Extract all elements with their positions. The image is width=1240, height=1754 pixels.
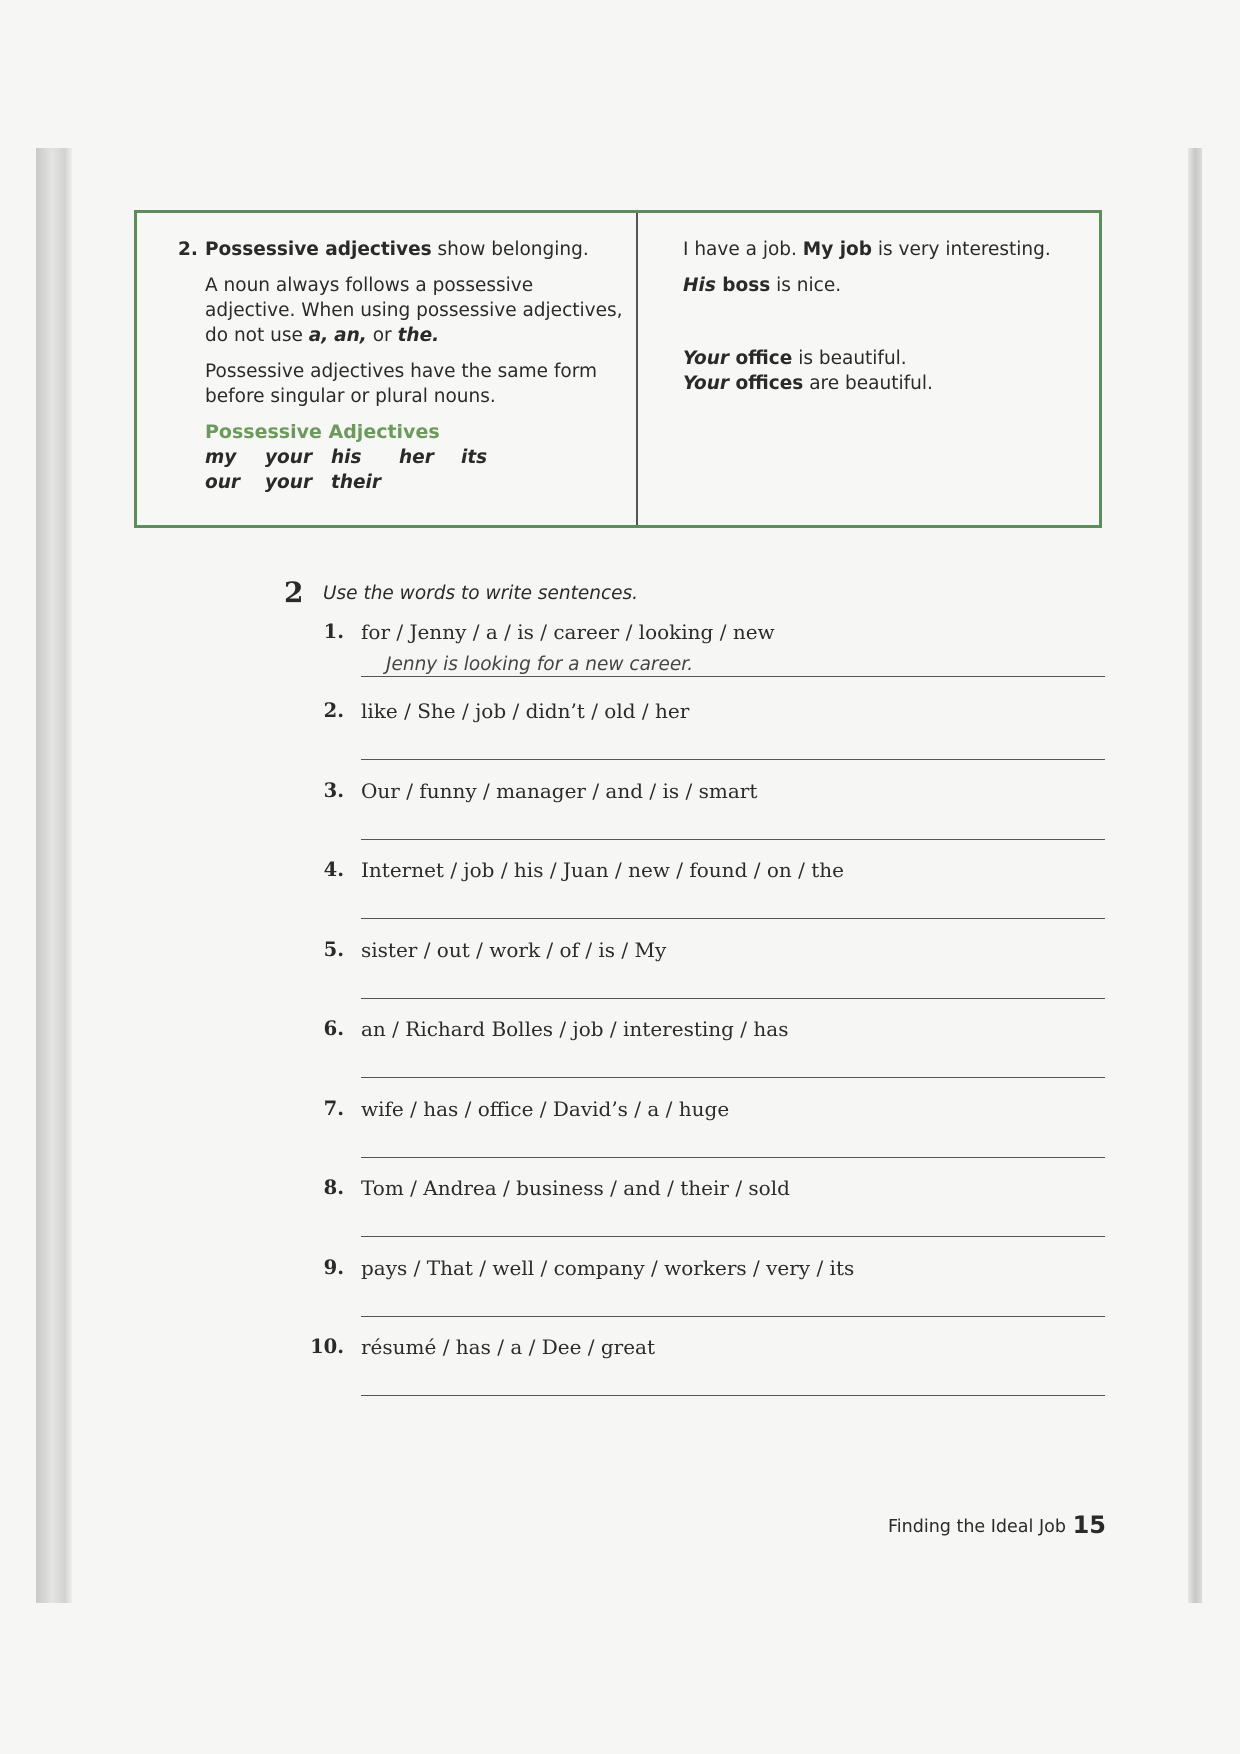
item-number: 7. [323, 1097, 344, 1120]
adjective-row-2 [205, 470, 618, 495]
page-gutter-shadow-right [1188, 148, 1202, 1603]
example-4-post: are beautiful. [803, 373, 933, 394]
example-3 [683, 346, 1083, 371]
note-same-form [178, 359, 618, 409]
item-number: 5. [323, 938, 344, 961]
possessive-adjectives-subheading: Possessive Adjectives [205, 421, 440, 443]
item-number: 9. [323, 1256, 344, 1279]
chapter-title: Finding the Ideal Job [888, 1517, 1066, 1537]
answer-line[interactable] [361, 1077, 1105, 1078]
example-1-post: is very interesting. [872, 239, 1051, 260]
example-1-bold: My job [802, 239, 873, 260]
item-prompt: sister / out / work / of / is / My [361, 938, 667, 962]
note1-or: or [372, 325, 392, 346]
note2-line1: Possessive adjectives have the same form [205, 361, 598, 382]
article-an: an, [334, 325, 367, 346]
item-number: 6. [323, 1017, 344, 1040]
article-the: the. [397, 325, 440, 346]
example-1 [683, 237, 1083, 262]
note2-line2: before singular or plural nouns. [205, 386, 496, 407]
answer-line[interactable] [361, 1157, 1105, 1158]
rule-heading [178, 237, 618, 262]
item-prompt: an / Richard Bolles / job / interesting / has [361, 1017, 789, 1041]
item-prompt: for / Jenny / a / is / career / looking / new [361, 620, 775, 644]
adjective: your [265, 472, 313, 493]
grammar-examples [683, 237, 1083, 396]
page-gutter-shadow-left [36, 148, 72, 1603]
adjective: my [205, 447, 237, 468]
note1-line2: adjective. When using possessive adjectives, [205, 300, 623, 321]
note1-line1: A noun always follows a possessive [205, 275, 534, 296]
example-4 [683, 371, 1083, 396]
example-4-possessive: Your [683, 373, 730, 394]
item-number: 4. [323, 858, 344, 881]
example-2-possessive: His [683, 275, 716, 296]
answer-line[interactable] [361, 918, 1105, 919]
example-3-post: is beautiful. [792, 348, 907, 369]
item-number: 3. [323, 779, 344, 802]
grammar-box-divider [636, 213, 638, 525]
rule-title: Possessive adjectives [205, 239, 432, 260]
item-prompt: like / She / job / didn’t / old / her [361, 699, 690, 723]
item-number: 2. [323, 699, 344, 722]
example-2-noun: boss [715, 275, 771, 296]
example-3-noun: office [729, 348, 793, 369]
adjective: her [399, 447, 434, 468]
item-number: 1. [323, 620, 344, 643]
adjective-list [178, 445, 618, 495]
exercise-instruction: Use the words to write sentences. [323, 583, 639, 604]
answer-line[interactable] [361, 998, 1105, 999]
item-prompt: pays / That / well / company / workers / very / its [361, 1256, 855, 1280]
note-noun-follows [178, 273, 623, 348]
example-3-possessive: Your [683, 348, 730, 369]
answer-line[interactable] [361, 1395, 1105, 1396]
item-prompt: wife / has / office / David’s / a / huge [361, 1097, 730, 1121]
rule-number: 2. [178, 239, 198, 260]
item-prompt: Tom / Andrea / business / and / their / sold [361, 1176, 790, 1200]
note1-line3 [205, 323, 618, 348]
item-number: 8. [323, 1176, 344, 1199]
item-prompt: Internet / job / his / Juan / new / found / on / the [361, 858, 844, 882]
item-prompt: Our / funny / manager / and / is / smart [361, 779, 758, 803]
article-a: a, [308, 325, 329, 346]
page-number: 15 [1072, 1511, 1106, 1539]
item-answer: Jenny is looking for a new career. [386, 654, 694, 675]
answer-line[interactable] [361, 676, 1105, 677]
answer-line[interactable] [361, 839, 1105, 840]
rule-rest: show belonging. [431, 239, 589, 260]
example-2-post: is nice. [770, 275, 842, 296]
answer-line[interactable] [361, 759, 1105, 760]
grammar-explanation [178, 237, 623, 495]
grammar-box [134, 210, 1102, 528]
adjective-row-1 [205, 445, 618, 470]
item-prompt: résumé / has / a / Dee / great [361, 1335, 656, 1359]
adjective: his [331, 447, 362, 468]
adjective: their [331, 472, 382, 493]
example-2 [683, 273, 1083, 298]
adjective: your [265, 447, 313, 468]
note1-line3-pre: do not use [205, 325, 309, 346]
answer-line[interactable] [361, 1236, 1105, 1237]
example-1-pre: I have a job. [683, 239, 803, 260]
item-number: 10. [310, 1335, 344, 1358]
example-4-noun: offices [729, 373, 804, 394]
adjective: its [461, 447, 488, 468]
adjective: our [205, 472, 241, 493]
answer-line[interactable] [361, 1316, 1105, 1317]
exercise-number: 2 [284, 576, 304, 609]
